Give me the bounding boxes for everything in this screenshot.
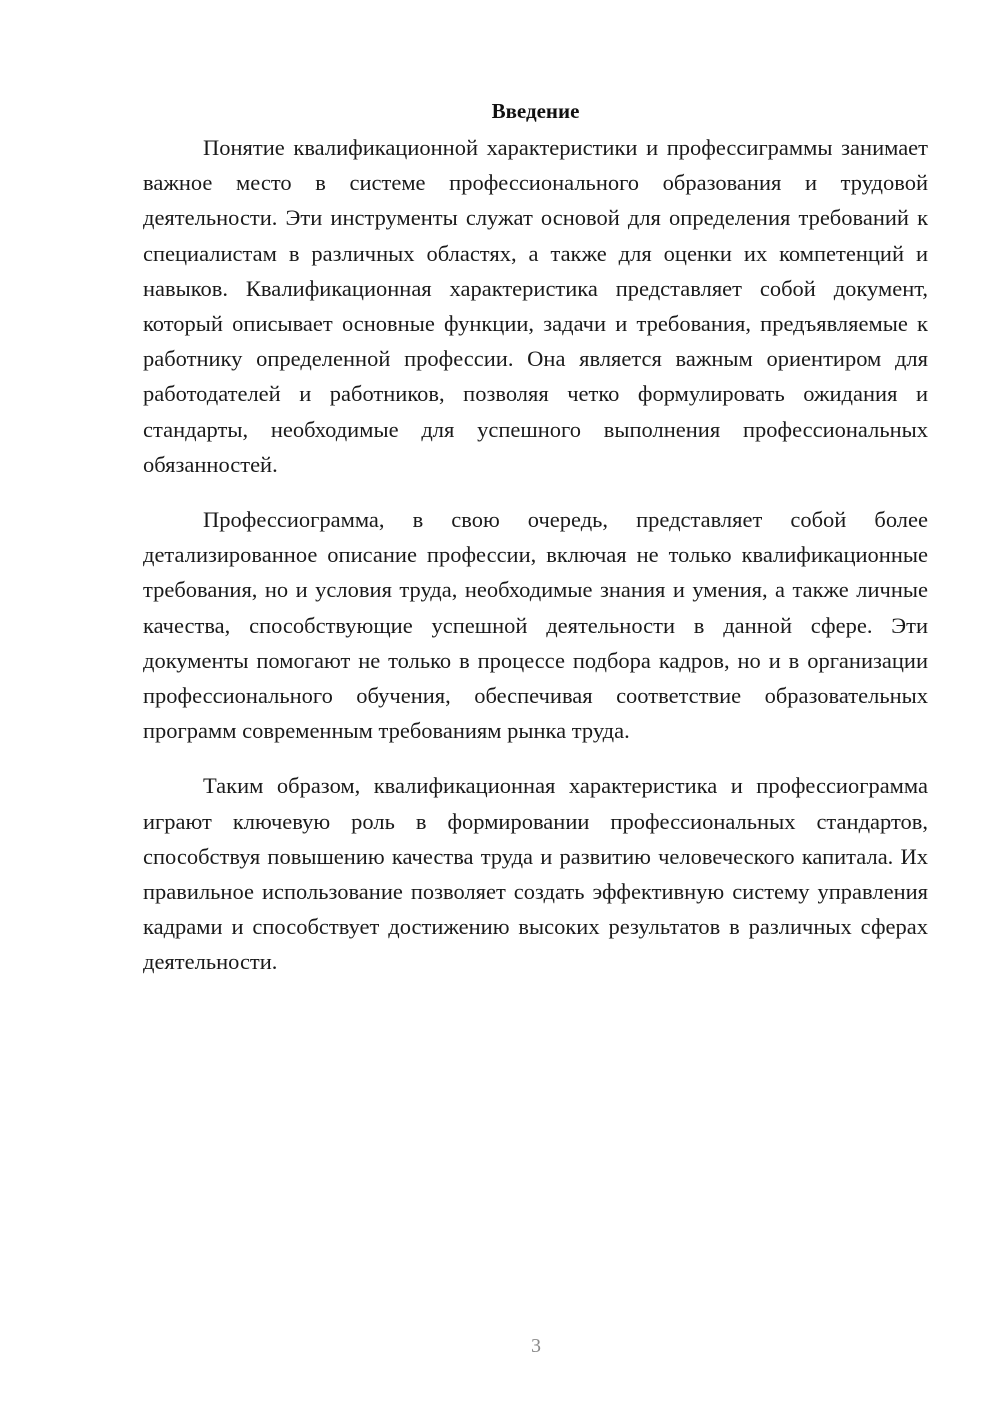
page-number: 3 (531, 1335, 541, 1357)
section-title: Введение (491, 99, 580, 123)
page-content (143, 96, 928, 980)
paragraph-2: Профессиограмма, в свою очередь, представляет собой более детализированное описание профессии, включая не только квалификационные требования, но и условия труда, необходимые знания и умения, а также личные качества, способствующие успешной деятельности в данной сфере. Эти документы помогают не только в процессе подбора кадров, но и в организации профессионального обучения, обеспечивая соответствие образовательных программ современным требованиям рынка труда. (143, 507, 928, 744)
paragraph-1: Понятие квалификационной характеристики и профессиграммы занимает важное место в системе профессионального образования и трудовой деятельности. Эти инструменты служат основой для определения требований к специалистам в различных областях, а также для оценки их компетенций и навыков. Квалификационная характеристика представляет собой документ, который описывает основные функции, задачи и требования, предъявляемые к работнику определенной профессии. Она является важным ориентиром для работодателей и работников, позволяя четко формулировать ожидания и стандарты, необходимые для успешного выполнения профессиональных обязанностей. (143, 135, 928, 477)
paragraph-3: Таким образом, квалификационная характеристика и профессиограмма играют ключевую роль в формировании профессиональных стандартов, способствуя повышению качества труда и развитию человеческого капитала. Их правильное использование позволяет создать эффективную систему управления кадрами и способствует достижению высоких результатов в различных сферах деятельности. (143, 773, 928, 975)
